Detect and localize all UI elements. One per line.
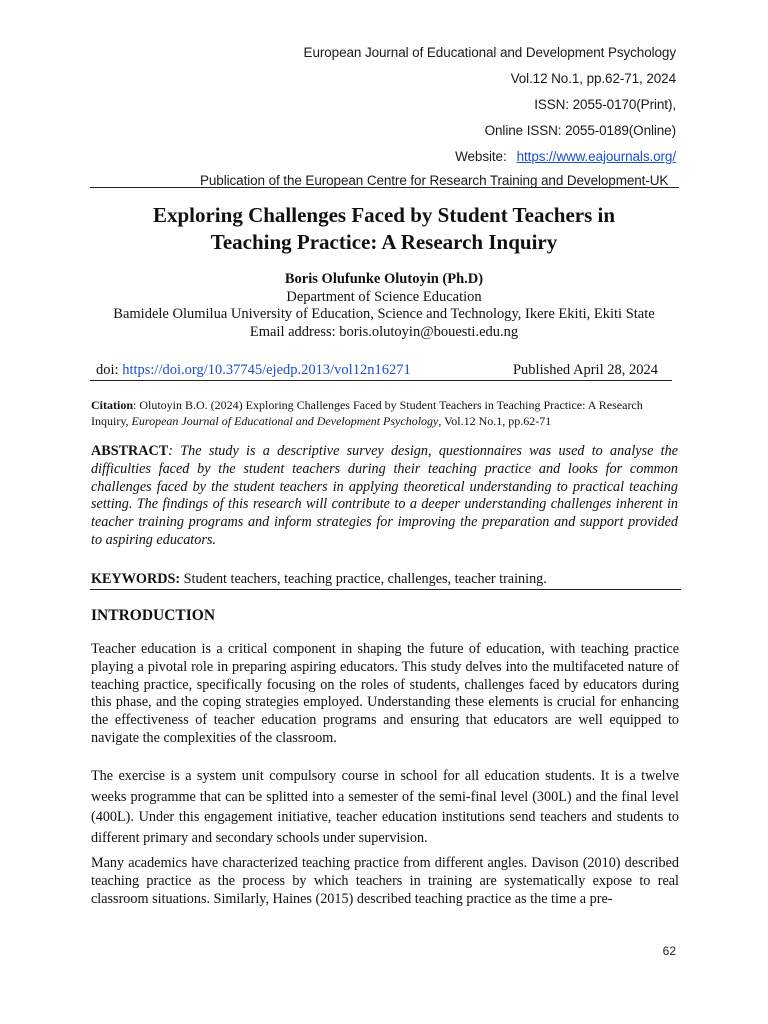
keywords-divider — [90, 589, 681, 590]
intro-paragraph-2: The exercise is a system unit compulsory course in school for all education students. It is a twelve weeks programme that can be splitted into a semester of the semi-final level (300L) and the final level (400L). Under this engagement initiative, teacher education institutions send teachers and students to different primary and secondary schools under supervision. — [91, 768, 679, 846]
doi-link[interactable]: https://doi.org/10.37745/ejedp.2013/vol12n16271 — [122, 362, 411, 378]
citation — [91, 397, 680, 429]
author-department: Department of Science Education — [286, 288, 482, 305]
author-name: Boris Olufunke Olutoyin (Ph.D) — [284, 271, 484, 287]
title-line-1: Exploring Challenges Faced by Student Teachers in — [152, 203, 616, 227]
issn-print: ISSN: 2055-0170(Print), — [534, 97, 676, 112]
author-block — [60, 271, 708, 341]
journal-volume: Vol.12 No.1, pp.62-71, 2024 — [510, 71, 676, 86]
abstract-text: : The study is a descriptive survey design, questionnaires was used to analyse the difficulties faced by the student teachers during their teaching practice and looks for common challenges faced by the student teachers in applying theoretical understanding to practical teaching setting. The findings of this research will contribute to a deeper understanding challenges inherent in teacher training programs and inform strategies for improving the preparation and support provided to aspiring educators. — [91, 443, 678, 548]
paper-title — [80, 202, 688, 256]
author-email: Email address: boris.olutoyin@bouesti.edu.ng — [249, 323, 519, 340]
website-link[interactable]: https://www.eajournals.org/ — [516, 149, 676, 164]
page-number: 62 — [662, 944, 676, 958]
doi-label: doi: — [96, 362, 119, 378]
issn-online: Online ISSN: 2055-0189(Online) — [484, 123, 676, 138]
published-date: Published April 28, 2024 — [512, 362, 658, 378]
title-line-2: Teaching Practice: A Research Inquiry — [210, 230, 558, 254]
abstract — [91, 443, 678, 550]
author-institution: Bamidele Olumilua University of Education, Science and Technology, Ikere Ekiti, Ekiti State — [113, 306, 655, 322]
citation-details: , Vol.12 No.1, pp.62-71 — [438, 414, 552, 428]
introduction-heading: INTRODUCTION — [91, 607, 216, 624]
journal-name: European Journal of Educational and Development Psychology — [303, 45, 676, 60]
citation-label: Citation — [91, 398, 133, 412]
website-line — [455, 149, 676, 164]
abstract-label: ABSTRACT — [91, 443, 169, 459]
citation-journal: European Journal of Educational and Development Psychology — [131, 414, 439, 428]
doi-divider — [90, 380, 672, 381]
citation-text: : Olutoyin B.O. (2024) Exploring Challenges Faced by Student Teachers in Teaching Practice: A Research Inquiry, — [91, 398, 643, 428]
keywords — [91, 570, 680, 588]
publication-line: Publication of the European Centre for Research Training and Development-UK — [200, 173, 669, 188]
intro-paragraph-3: Many academics have characterized teaching practice from different angles. Davison (2010) described teaching practice as the process by which teachers in training are systematically expose to real classroom situations. Similarly, Haines (2015) described teaching practice as the time a pre- — [91, 855, 679, 907]
header-divider — [90, 187, 679, 188]
website-label: Website: — [455, 149, 507, 164]
intro-paragraph-1: Teacher education is a critical component in shaping the future of education, with teaching practice playing a pivotal role in preparing aspiring educators. This study delves into the multifaceted nature of teaching practice, specifically focusing on the roles of students, challenges faced by educators during this phase, and the coping strategies employed. Understanding these elements is crucial for enhancing the effectiveness of teacher education programs and ensuring that educators are well equipped to navigate the complexities of the classroom. — [91, 641, 679, 746]
keywords-label: KEYWORDS: — [91, 571, 181, 587]
keywords-text: Student teachers, teaching practice, challenges, teacher training. — [180, 571, 547, 587]
doi-row — [96, 361, 658, 379]
